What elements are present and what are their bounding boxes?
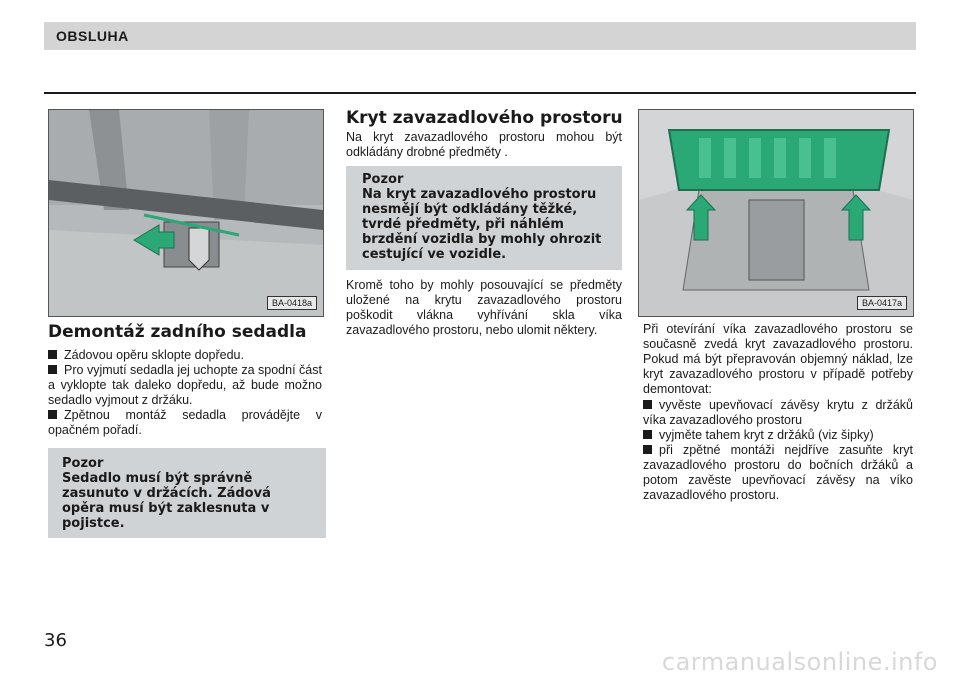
figure-rear-seat (48, 109, 324, 317)
list-item: vyjměte tahem kryt z držáků (viz šipky) (643, 428, 913, 443)
page-number: 36 (44, 630, 67, 651)
list-item: Zpětnou montáž sedadla provádějte v opačném pořadí. (48, 408, 322, 437)
warning-title: Pozor (62, 456, 104, 471)
rear-seat-steps (48, 348, 322, 438)
bullet-icon (48, 410, 57, 419)
list-item: Zádovou opěru sklopte dopředu. (48, 348, 322, 363)
section-title-luggage-cover: Kryt zavazadlového prostoru (346, 108, 623, 128)
bullet-icon (643, 400, 652, 409)
figure-label: BA-0417a (857, 296, 907, 310)
list-item: při zpětné montáži nejdříve zasuňte kryt zavazadlového prostoru do bočních držáků a potom zavěste upevňovací závěsy na víko zavazadlového prostoru. (643, 443, 913, 502)
luggage-cover-illustration (639, 110, 913, 316)
luggage-cover-removal-text: Při otevírání víka zavazadlového prostoru se současně zvedá kryt zavazadlového prostoru. Pokud má být přepravován objemný náklad, lze kryt zavazadlového prostoru v případě potřeby demontovat: (643, 322, 913, 396)
bullet-icon (643, 430, 652, 439)
list-item: vyvěste upevňovací závěsy krytu z držáků víka zavazadlového prostoru (643, 398, 913, 427)
luggage-cover-intro: Na kryt zavazadlového prostoru mohou být odkládány drobné předměty . (346, 130, 622, 159)
figure-label: BA-0418a (267, 296, 317, 310)
luggage-cover-paragraph: Kromě toho by mohly posouvající se předměty uložené na krytu zavazadlového prostoru poškodit vlákna vyhřívání skla víka zavazadlového prostoru, nebo ulomit některy. (346, 278, 622, 337)
watermark: carmanualsonline.info (661, 648, 938, 676)
figure-luggage-cover (638, 109, 914, 317)
warning-box-luggage-cover (346, 166, 622, 270)
warning-text: Na kryt zavazadlového prostoru nesmějí být odkládány těžké, tvrdé předměty, při náhlém brzdění vozidla by mohly ohrozit cestující ve vozidle. (362, 187, 602, 262)
warning-title: Pozor (362, 172, 404, 187)
luggage-cover-removal-steps (643, 398, 913, 503)
bullet-icon (48, 365, 57, 374)
section-header-band (44, 22, 916, 50)
bullet-icon (643, 445, 652, 454)
bullet-icon (48, 350, 57, 359)
section-header-title: OBSLUHA (56, 28, 129, 44)
warning-text: Sedadlo musí být správně zasunuto v držácích. Zádová opěra musí být zaklesnuta v pojistce. (62, 471, 271, 531)
list-item: Pro vyjmutí sedadla jej uchopte za spodní část a vyklopte tak daleko dopředu, až bude možno sedadlo vyjmout z držáku. (48, 363, 322, 407)
section-title-rear-seat: Demontáž zadního sedadla (48, 322, 307, 342)
warning-box-rear-seat (48, 448, 326, 538)
header-rule (44, 92, 916, 94)
rear-seat-illustration (49, 110, 323, 316)
